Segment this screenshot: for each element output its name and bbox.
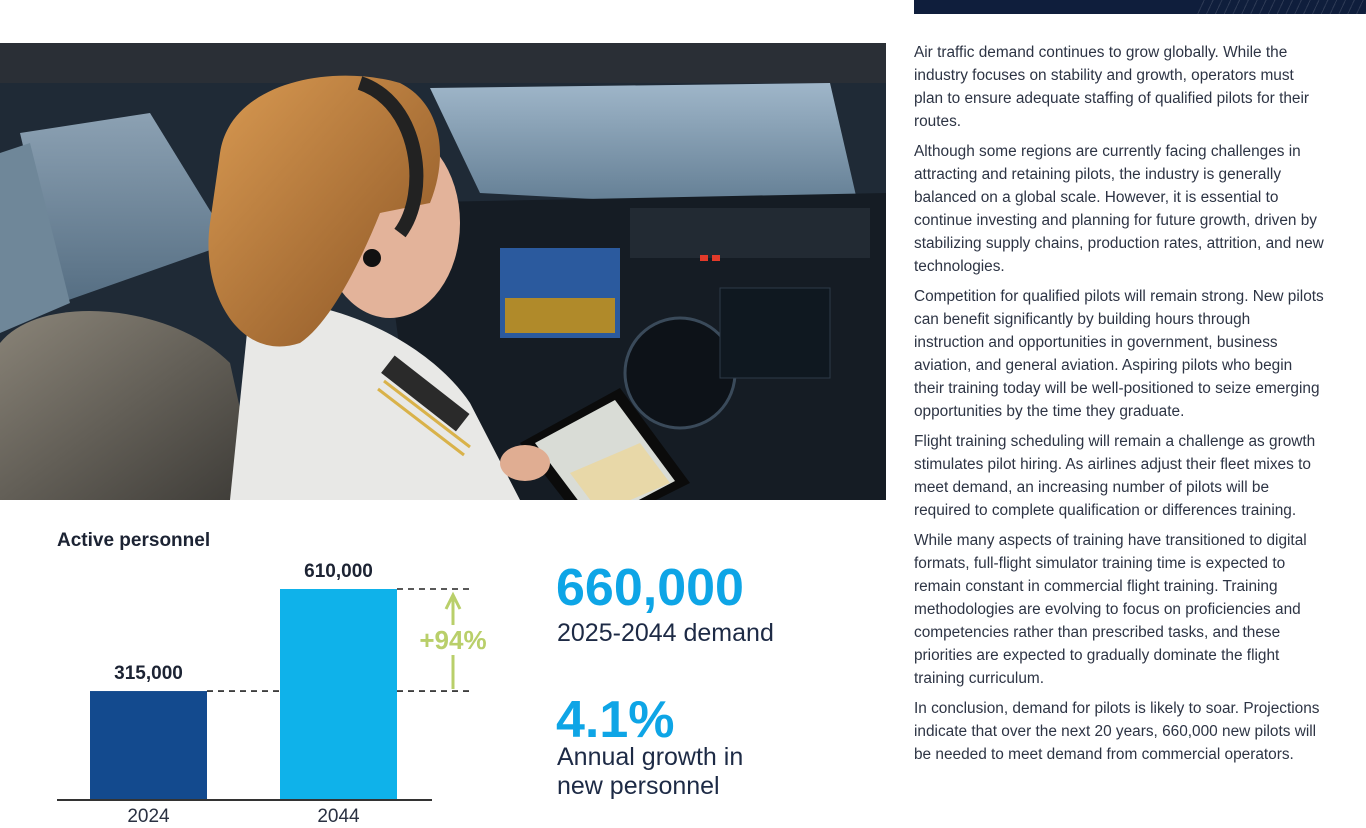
article-paragraph: In conclusion, demand for pilots is likely to soar. Projections indicate that over the next 20 years, 660,000 new pilots will be needed to meet demand from commercial operators. bbox=[914, 700, 1320, 763]
article-paragraph: Although some regions are currently facing challenges in attracting and retaining pilots, the industry is generally balanced on a global scale. However, it is essential to continue investing and planning for future growth, driven by stabilizing supply chains, production rates, attrition, and new technologies. bbox=[914, 143, 1324, 275]
growth-percent-label: +94% bbox=[419, 625, 487, 656]
x-tick-label: 2044 bbox=[317, 806, 360, 827]
bar-value-label: 610,000 bbox=[304, 561, 373, 582]
article-paragraph: Competition for qualified pilots will remain strong. New pilots can benefit significantly by building hours through instruction and opportunities in government, business aviation, and general aviation. Aspiring pilots who begin their training today will be well-positioned to seize emerging opportunities by the time they graduate. bbox=[914, 288, 1324, 420]
growth-stat-label: Annual growth in new personnel bbox=[557, 743, 744, 800]
bar-value-label: 315,000 bbox=[114, 663, 183, 685]
bar-2024 bbox=[90, 691, 207, 800]
header-accent-band bbox=[914, 0, 1366, 14]
pilot-cockpit-photo bbox=[0, 43, 886, 500]
demand-stat-value: 660,000 bbox=[556, 559, 744, 617]
chart-title: Active personnel bbox=[57, 530, 211, 551]
bar-2044 bbox=[280, 589, 397, 800]
growth-stat-value: 4.1% bbox=[556, 691, 675, 749]
active-personnel-chart bbox=[40, 552, 510, 828]
article-paragraph: While many aspects of training have transitioned to digital formats, full-flight simulator training time is expected to remain constant in commercial flight training. Training methodologies are evolving to focus on proficiencies and competencies rather than prescribed tasks, and these priorities are expected to gradually dominate the flight training curriculum. bbox=[914, 532, 1307, 687]
band-stripes bbox=[1196, 0, 1366, 14]
cockpit-illustration-icon bbox=[0, 43, 886, 500]
demand-stat-label: 2025-2044 demand bbox=[557, 619, 774, 647]
x-tick-label: 2024 bbox=[127, 806, 170, 827]
article-paragraph: Air traffic demand continues to grow globally. While the industry focuses on stability and growth, operators must plan to ensure adequate staffing of qualified pilots for their routes. bbox=[914, 44, 1310, 130]
article-body bbox=[914, 41, 1324, 773]
article-paragraph: Flight training scheduling will remain a challenge as growth stimulates pilot hiring. As airlines adjust their fleet mixes to meet demand, an increasing number of pilots will be required to complete qualification or differences training. bbox=[914, 433, 1316, 519]
